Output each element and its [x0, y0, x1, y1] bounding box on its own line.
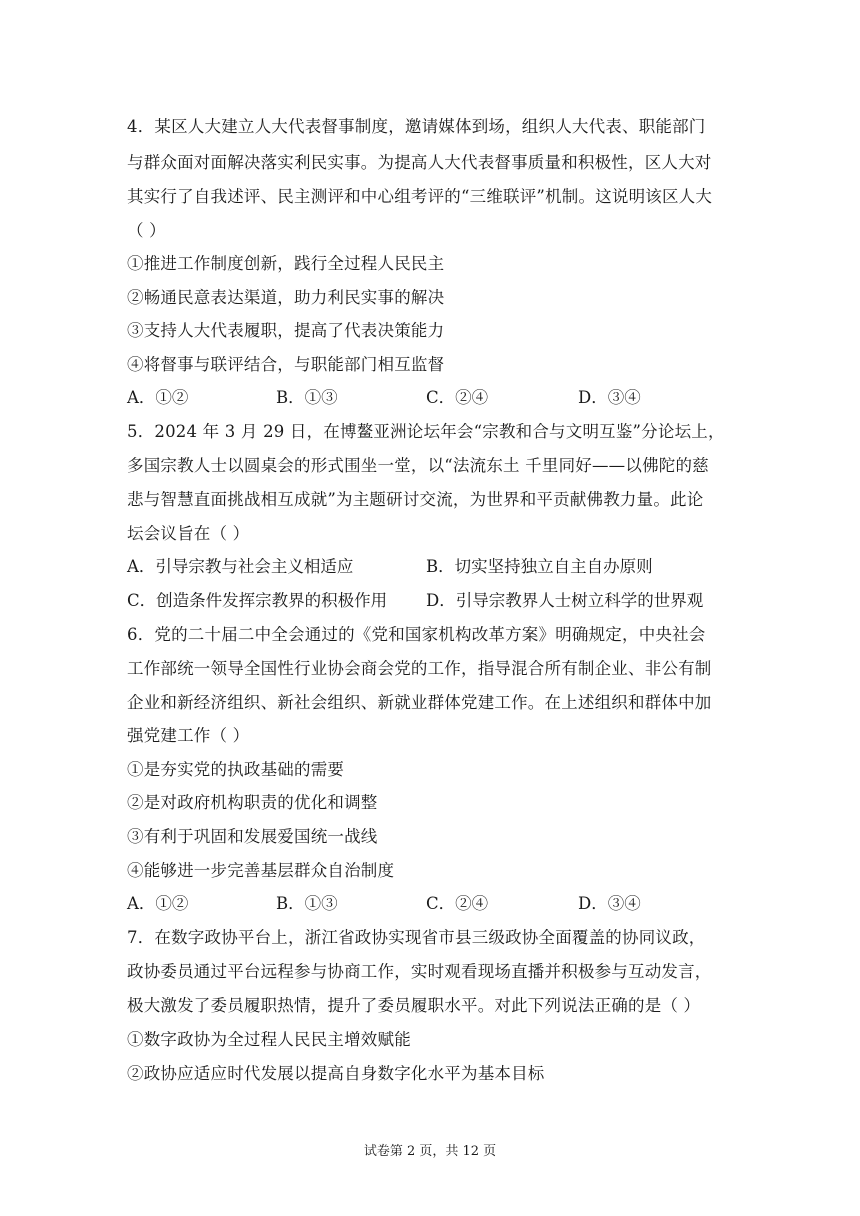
q5-option-d: D．引导宗教界人士树立科学的世界观 — [426, 591, 704, 610]
q4-item-4: ④将督事与联评结合，与职能部门相互监督 — [127, 355, 445, 374]
q5-option-b: B．切实坚持独立自主自办原则 — [426, 557, 653, 576]
q4-item-2: ②畅通民意表达渠道，助力利民实事的解决 — [127, 288, 445, 307]
q4-item-1: ①推进工作制度创新，践行全过程人民民主 — [127, 254, 445, 273]
q5-stem-line-4: 坛会议旨在（ ） — [127, 524, 250, 543]
q6-option-c: C．②④ — [426, 894, 489, 913]
q6-stem-line-1: 6．党的二十届二中全会通过的《党和国家机构改革方案》明确规定，中央社会 — [127, 625, 706, 644]
q5-stem-line-1: 5．2024 年 3 月 29 日，在博鳌亚洲论坛年会“宗教和合与文明互鉴”分论坛上， — [127, 422, 725, 441]
q7-stem-line-2: 政协委员通过平台远程参与协商工作，实时观看现场直播并积极参与互动发言， — [127, 962, 712, 981]
q6-item-3: ③有利于巩固和发展爱国统一战线 — [127, 827, 378, 846]
q6-stem-line-4: 强党建工作（ ） — [127, 726, 250, 745]
q6-item-1: ①是夯实党的执政基础的需要 — [127, 760, 345, 779]
q4-option-a: A．①② — [127, 388, 189, 407]
q6-stem-line-3: 企业和新经济组织、新社会组织、新就业群体党建工作。在上述组织和群体中加 — [127, 693, 712, 712]
q4-stem-line-4: （ ） — [127, 221, 166, 240]
q6-item-2: ②是对政府机构职责的优化和调整 — [127, 793, 378, 812]
q4-option-b: B．①③ — [276, 388, 338, 407]
q6-option-b: B．①③ — [276, 894, 338, 913]
page-footer: 试卷第 2 页，共 12 页 — [363, 1144, 497, 1159]
q4-option-c: C．②④ — [426, 388, 489, 407]
q6-option-d: D．③④ — [578, 894, 641, 913]
q5-stem-line-2: 多国宗教人士以圆桌会的形式围坐一堂，以“法流东土 千里同好——以佛陀的慈 — [127, 456, 709, 475]
q6-option-a: A．①② — [127, 894, 189, 913]
q7-item-2: ②政协应适应时代发展以提高自身数字化水平为基本目标 — [127, 1064, 545, 1083]
q6-stem-line-2: 工作部统一领导全国性行业协会商会党的工作，指导混合所有制企业、非公有制 — [127, 659, 712, 678]
q4-stem-line-3: 其实行了自我述评、民主测评和中心组考评的“三维联评”机制。这说明该区人大 — [127, 187, 713, 206]
q6-item-4: ④能够进一步完善基层群众自治制度 — [127, 861, 395, 880]
q7-stem-line-3: 极大激发了委员履职热情，提升了委员履职水平。对此下列说法正确的是（ ） — [127, 996, 701, 1015]
q5-option-a: A．引导宗教与社会主义相适应 — [127, 557, 354, 576]
q5-option-c: C．创造条件发挥宗教界的积极作用 — [127, 591, 388, 610]
q4-option-d: D．③④ — [578, 388, 641, 407]
q4-item-3: ③支持人大代表履职，提高了代表决策能力 — [127, 321, 445, 340]
q5-stem-line-3: 悲与智慧直面挑战相互成就”为主题研讨交流，为世界和平贡献佛教力量。此论 — [127, 490, 704, 509]
q7-item-1: ①数字政协为全过程人民民主增效赋能 — [127, 1030, 411, 1049]
q4-stem-line-1: 4．某区人大建立人大代表督事制度，邀请媒体到场，组织人大代表、职能部门 — [127, 117, 706, 136]
q4-stem-line-2: 与群众面对面解决落实利民实事。为提高人大代表督事质量和积极性，区人大对 — [127, 153, 712, 172]
q7-stem-line-1: 7．在数字政协平台上，浙江省政协实现省市县三级政协全面覆盖的协同议政， — [127, 928, 706, 947]
